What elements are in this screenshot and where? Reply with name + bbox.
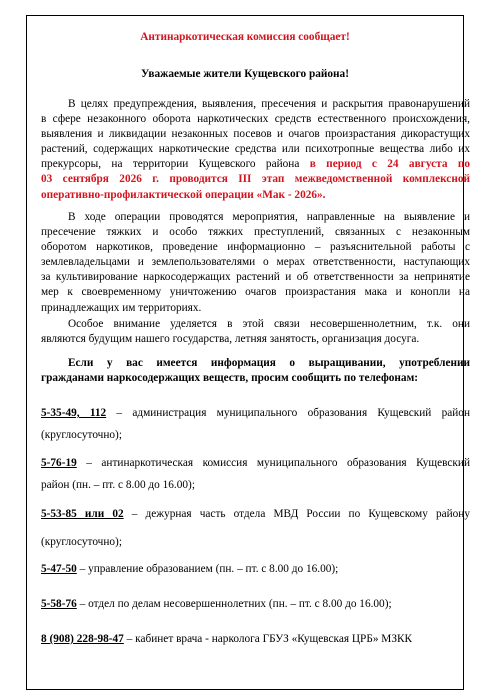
- text-line: [41, 157, 470, 172]
- contact-description: – дежурная часть отдела МВД России по Кущевскому району: [123, 508, 470, 520]
- contact-police: [41, 503, 470, 553]
- appeal-text: [41, 356, 470, 386]
- phone-number[interactable]: 8 (908) 228-98-47: [41, 633, 124, 645]
- text-line: выявления и ликвидации незаконных посевов и очагов произрастания дикорастущих: [41, 128, 470, 141]
- text-line: мер к своевременному уничтожению очагов произрастания мака и конопли на: [41, 286, 470, 299]
- contact-minors-dept: [41, 593, 470, 615]
- contact-description: – администрация муниципального образования Кущевский район: [106, 407, 470, 419]
- highlight-line: оперативно-профилактической операции «Мак - 2026».: [41, 188, 326, 201]
- text-line: Если у вас имеется информация о выращивании, употреблении: [68, 357, 470, 369]
- contact-description: – управление образованием (пн. – пт. с 8.00 до 16.00);: [76, 563, 339, 575]
- text-line: В целях предупреждения, выявления, пресечения и раскрытия правонарушений: [68, 98, 470, 110]
- contact-description: – кабинет врача - нарколога ГБУЗ «Кущевская ЦРБ» МЗКК: [123, 633, 413, 645]
- text-line: растений, содержащих наркотические средства или психотропные вещества либо их: [41, 143, 470, 156]
- contact-education: [41, 558, 470, 580]
- text-line: за культивирование наркосодержащих растений и об ответственности за непринятие: [41, 271, 470, 284]
- text-line: землевладельцами и землепользователями о мерах ответственности, наступающих: [41, 256, 470, 269]
- contact-hours: район (пн. – пт. с 8.00 до 16.00);: [41, 479, 195, 491]
- paragraph-minors: [41, 317, 470, 347]
- text-line: Особое внимание уделяется в этой связи несовершеннолетним, т.к. они: [68, 318, 470, 330]
- phone-number[interactable]: 5-35-49, 112: [41, 407, 107, 419]
- contact-commission: [41, 452, 470, 496]
- phone-number[interactable]: 5-58-76: [41, 598, 77, 610]
- contact-narcologist: [41, 628, 470, 650]
- highlight-dates: в период с 24 августа по: [309, 158, 470, 171]
- contact-admin: [41, 402, 470, 446]
- text-line: принадлежащих им территориях.: [41, 301, 202, 314]
- phone-number[interactable]: 5-76-19: [41, 457, 77, 469]
- phone-number[interactable]: 5-53-85 или 02: [41, 508, 124, 520]
- text-line: являются будущим нашего государства, летняя занятость, организация досуга.: [41, 333, 420, 346]
- paragraph-operation: [41, 210, 470, 316]
- text-line: В ходе операции проводятся мероприятия, направленные на выявление и: [68, 211, 470, 223]
- text-line: пресечение тяжких и особо тяжких преступлений, связанных с незаконным: [41, 226, 470, 239]
- highlight-line: 03 сентября 2026 г. проводится III этап межведомственной комплексной: [41, 173, 470, 186]
- text-line: в сфере незаконного оборота наркотических средств естественного происхождения,: [41, 113, 470, 126]
- contact-hours: (круглосуточно);: [41, 429, 122, 441]
- text-line: гражданами наркосодержащих веществ, просим сообщить по телефонам:: [41, 372, 419, 385]
- paragraph-intro: [41, 97, 470, 203]
- contact-description: – отдел по делам несовершеннолетних (пн. – пт. с 8.00 до 16.00);: [76, 598, 392, 610]
- contact-description: – антинаркотическая комиссия муниципального образования Кущевский: [76, 457, 470, 469]
- text-line: оборотом наркотиков, проведение информационно – разъяснительной работы с: [41, 241, 470, 254]
- greeting: Уважаемые жители Кущевского района!: [141, 68, 349, 80]
- text-segment: прекурсоры, на территории Кущевского района: [41, 158, 310, 171]
- contact-hours: (круглосуточно);: [41, 536, 122, 548]
- phone-number[interactable]: 5-47-50: [41, 563, 77, 575]
- notice-title: Антинаркотическая комиссия сообщает!: [140, 31, 350, 43]
